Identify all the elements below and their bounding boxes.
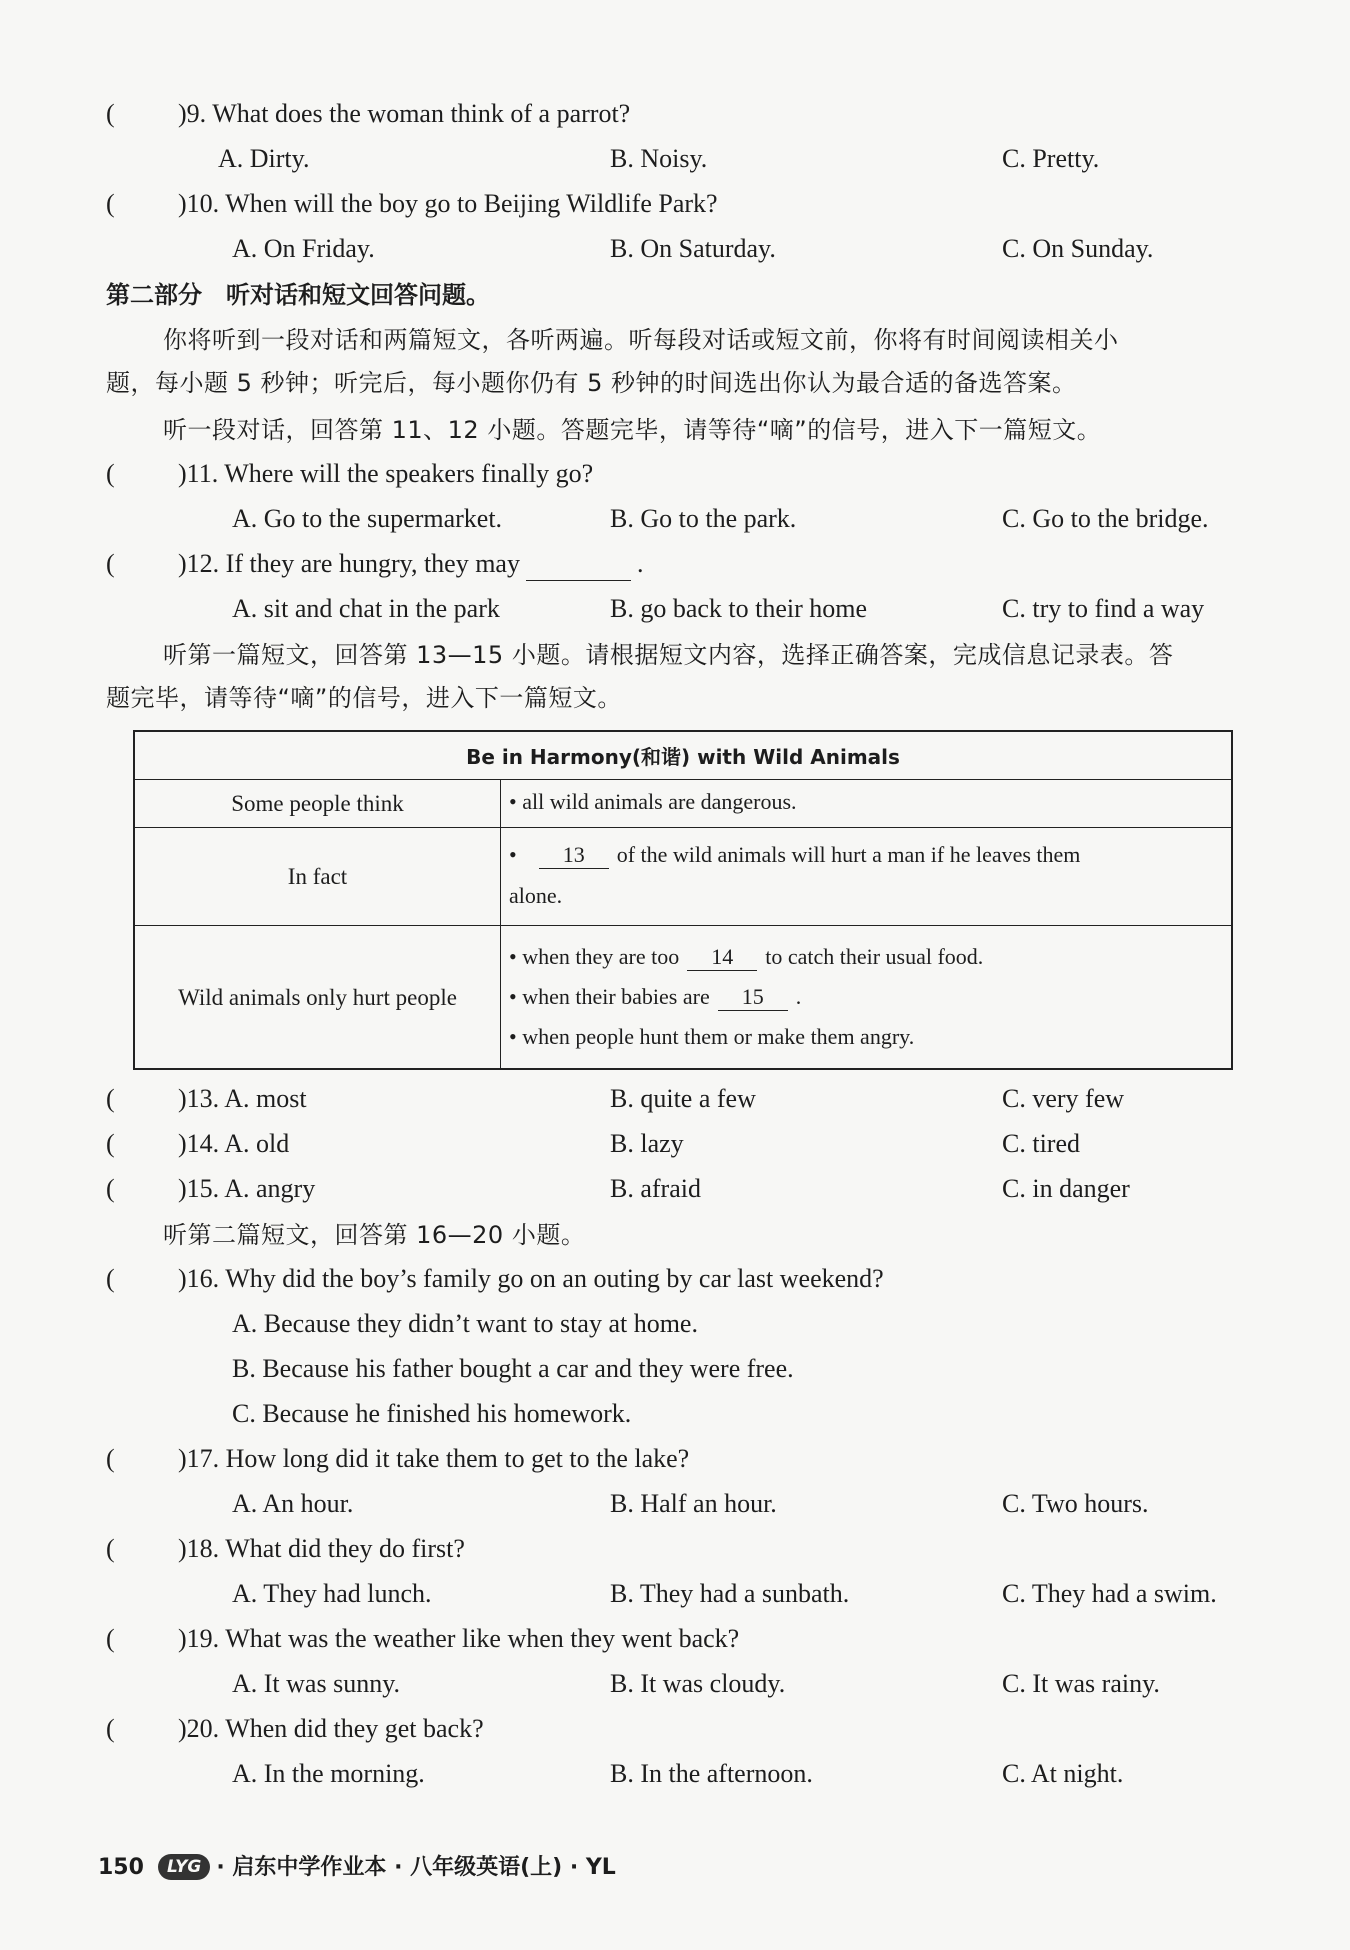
answer-paren: (: [106, 1624, 115, 1653]
q10-option-c: C. On Sunday.: [1002, 234, 1154, 263]
q13-option-c: C. very few: [1002, 1084, 1125, 1113]
answer-blank: [526, 554, 631, 581]
q19-option-b: B. It was cloudy.: [610, 1669, 786, 1698]
question-19: )19. What was the weather like when they went back?: [178, 1624, 740, 1653]
q16-option-a: A. Because they didn’t want to stay at home.: [232, 1309, 698, 1338]
q11-option-c: C. Go to the bridge.: [1002, 504, 1209, 533]
bullet-text-cont: of the wild animals will hurt a man if he leaves them: [616, 842, 1081, 867]
q9-option-b: B. Noisy.: [610, 144, 708, 173]
row-content: [501, 828, 1231, 925]
question-14: )14. A. old: [178, 1129, 290, 1158]
bullet-text-pre: • when they are too: [509, 944, 680, 969]
q9-option-a: A. Dirty.: [218, 144, 310, 173]
instruction-line: 题，每小题 5 秒钟；听完后，每小题你仍有 5 秒钟的时间选出你认为最合适的备选答案。: [106, 369, 1077, 397]
question-12-text: )12. If they are hungry, they may: [178, 549, 520, 578]
dialog-instruction: 听一段对话，回答第 11、12 小题。答题完毕，请等待“嘀”的信号，进入下一篇短文。: [163, 416, 1102, 444]
bullet-text-post: .: [795, 984, 802, 1009]
question-16: )16. Why did the boy’s family go on an outing by car last weekend?: [178, 1264, 884, 1293]
answer-paren: (: [106, 1174, 115, 1203]
q19-option-a: A. It was sunny.: [232, 1669, 401, 1698]
question-17: )17. How long did it take them to get to the lake?: [178, 1444, 690, 1473]
passage-instruction: 题完毕，请等待“嘀”的信号，进入下一篇短文。: [106, 684, 622, 712]
info-record-table: [133, 730, 1233, 1070]
q20-option-b: B. In the afternoon.: [610, 1759, 813, 1788]
q15-option-c: C. in danger: [1002, 1174, 1130, 1203]
bullet-text-post: to catch their usual food.: [765, 944, 984, 969]
q19-option-c: C. It was rainy.: [1002, 1669, 1160, 1698]
q16-option-c: C. Because he finished his homework.: [232, 1399, 632, 1428]
blank-14: 14: [687, 944, 757, 971]
row-content: [501, 780, 1231, 827]
blank-13: 13: [539, 842, 609, 869]
instruction-line: 你将听到一段对话和两篇短文，各听两遍。听每段对话或短文前，你将有时间阅读相关小: [163, 326, 1119, 354]
passage-instruction: 听第一篇短文，回答第 13—15 小题。请根据短文内容，选择正确答案，完成信息记录表。答: [163, 641, 1174, 669]
row-label: Some people think: [135, 780, 501, 827]
q20-option-a: A. In the morning.: [232, 1759, 425, 1788]
question-10: )10. When will the boy go to Beijing Wildlife Park?: [178, 189, 718, 218]
question-18: )18. What did they do first?: [178, 1534, 465, 1563]
bullet-text-pre: • when their babies are: [509, 984, 710, 1009]
publisher-logo: LYG: [158, 1854, 210, 1880]
answer-paren: (: [106, 1129, 115, 1158]
bullet-text: • when people hunt them or make them angry.: [509, 1024, 915, 1049]
answer-paren: (: [106, 1534, 115, 1563]
bullet-text: • all wild animals are dangerous.: [509, 789, 797, 814]
q9-option-c: C. Pretty.: [1002, 144, 1100, 173]
answer-paren: (: [106, 99, 115, 128]
q17-option-c: C. Two hours.: [1002, 1489, 1149, 1518]
answer-paren: (: [106, 189, 115, 218]
q14-option-c: C. tired: [1002, 1129, 1080, 1158]
bullet-text: [509, 944, 983, 971]
q11-option-b: B. Go to the park.: [610, 504, 797, 533]
q13-option-b: B. quite a few: [610, 1084, 756, 1113]
passage-instruction: 听第二篇短文，回答第 16—20 小题。: [163, 1221, 586, 1249]
q17-option-a: A. An hour.: [232, 1489, 354, 1518]
q17-option-b: B. Half an hour.: [610, 1489, 777, 1518]
question-13: )13. A. most: [178, 1084, 307, 1113]
answer-paren: (: [106, 1084, 115, 1113]
table-row: [135, 780, 1231, 828]
q14-option-b: B. lazy: [610, 1129, 684, 1158]
q18-option-a: A. They had lunch.: [232, 1579, 432, 1608]
row-label: Wild animals only hurt people: [135, 926, 501, 1070]
q18-option-c: C. They had a swim.: [1002, 1579, 1217, 1608]
q15-option-b: B. afraid: [610, 1174, 701, 1203]
answer-paren: (: [106, 1444, 115, 1473]
question-11: )11. Where will the speakers finally go?: [178, 459, 594, 488]
answer-paren: (: [106, 459, 115, 488]
question-9: )9. What does the woman think of a parrot?: [178, 99, 631, 128]
section-title: 第二部分 听对话和短文回答问题。: [106, 281, 490, 309]
q20-option-c: C. At night.: [1002, 1759, 1124, 1788]
question-15: )15. A. angry: [178, 1174, 316, 1203]
blank-15: 15: [718, 984, 788, 1011]
q10-option-a: A. On Friday.: [232, 234, 375, 263]
answer-paren: (: [106, 1714, 115, 1743]
row-label: In fact: [135, 828, 501, 925]
bullet: •: [509, 842, 517, 867]
bullet-text: [509, 984, 801, 1011]
q16-option-b: B. Because his father bought a car and they were free.: [232, 1354, 794, 1383]
row-content: [501, 926, 1231, 1070]
table-row: [135, 926, 1231, 1070]
question-20: )20. When did they get back?: [178, 1714, 484, 1743]
page-number: 150: [98, 1855, 144, 1880]
table-title: Be in Harmony(和谐) with Wild Animals: [135, 732, 1231, 780]
q10-option-b: B. On Saturday.: [610, 234, 776, 263]
q12-option-a: A. sit and chat in the park: [232, 594, 500, 623]
q12-option-c: C. try to find a way: [1002, 594, 1205, 623]
book-title: · 启东中学作业本 · 八年级英语(上) · YL: [216, 1855, 616, 1880]
bullet-text-cont: alone.: [509, 883, 563, 908]
answer-paren: (: [106, 1264, 115, 1293]
q18-option-b: B. They had a sunbath.: [610, 1579, 850, 1608]
q12-option-b: B. go back to their home: [610, 594, 868, 623]
question-12-end: .: [636, 549, 644, 578]
page-footer: [98, 1853, 616, 1883]
question-12: [178, 547, 643, 581]
q11-option-a: A. Go to the supermarket.: [232, 504, 503, 533]
bullet-text: [509, 842, 1080, 869]
answer-paren: (: [106, 549, 115, 578]
table-row: [135, 828, 1231, 926]
